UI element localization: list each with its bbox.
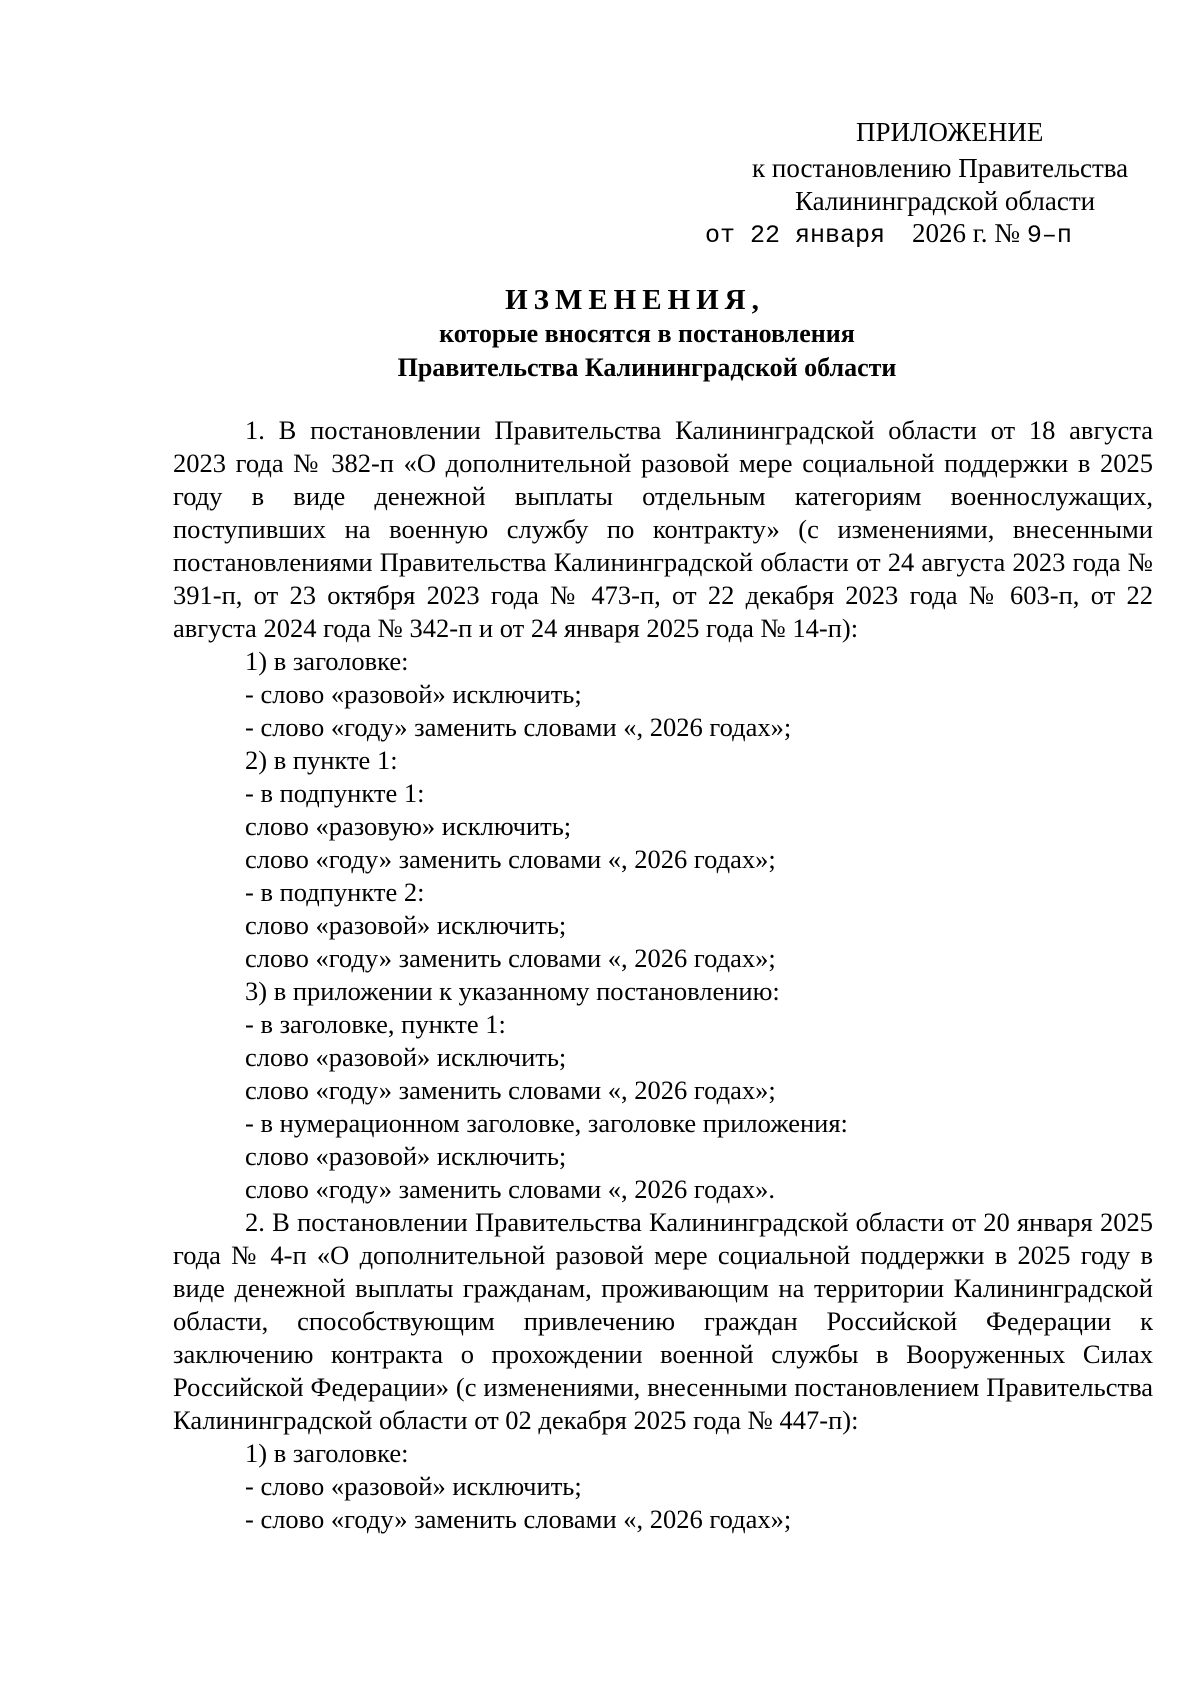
item-1-line: слово «году» заменить словами «, 2026 годах»; bbox=[245, 1075, 776, 1105]
item-1-line: слово «разовой» исключить; bbox=[245, 1141, 567, 1171]
item-2-line: 1) в заголовке: bbox=[245, 1438, 409, 1468]
appendix-date-prefix: от 22 января bbox=[705, 221, 886, 250]
appendix-date-line bbox=[705, 218, 1072, 250]
heading-subtitle-2: Правительства Калининградской области bbox=[397, 353, 897, 382]
item-1-line: 1) в заголовке: bbox=[245, 646, 409, 676]
item-2-line: - слово «разовой» исключить; bbox=[245, 1471, 582, 1501]
heading-title: ИЗМЕНЕНИЯ, bbox=[505, 284, 765, 316]
document-body bbox=[173, 414, 1153, 1536]
item-1-line: 2) в пункте 1: bbox=[245, 745, 398, 775]
item-1-line: слово «году» заменить словами «, 2026 годах»; bbox=[245, 844, 776, 874]
item-1-line: - в нумерационном заголовке, заголовке приложения: bbox=[245, 1108, 848, 1138]
item-1-line: слово «разовой» исключить; bbox=[245, 1042, 567, 1072]
item-1-line: слово «году» заменить словами «, 2026 годах»; bbox=[245, 943, 776, 973]
item-1-line: слово «году» заменить словами «, 2026 годах». bbox=[245, 1174, 775, 1204]
item-1-line: - слово «разовой» исключить; bbox=[245, 679, 582, 709]
item-1-line: - слово «году» заменить словами «, 2026 годах»; bbox=[245, 712, 792, 742]
appendix-region-line: Калининградской области bbox=[795, 186, 1096, 216]
item-1-line: слово «разовой» исключить; bbox=[245, 910, 567, 940]
appendix-title: ПРИЛОЖЕНИЕ bbox=[856, 117, 1044, 147]
appendix-reference-line: к постановлению Правительства bbox=[752, 153, 1129, 183]
item-2-line: - слово «году» заменить словами «, 2026 годах»; bbox=[245, 1504, 792, 1534]
heading-subtitle-1: которые вносятся в постановления bbox=[439, 319, 855, 348]
item-1-line: слово «разовую» исключить; bbox=[245, 811, 572, 841]
item-1-line: 3) в приложении к указанному постановлению: bbox=[245, 976, 780, 1006]
item-2-intro: 2. В постановлении Правительства Калининградской области от 20 января 2025 года № 4-п «О дополнительной разовой мере социальной поддержки в 2025 году в виде денежной выплаты гражданам, проживающим на территории Калининградской области, способствующим привлечению граждан Российской Федерации к заключению контракта о прохождении военной службы в Вооруженных Силах Российской Федерации» (с изменениями, внесенными постановлением Правительства Калининградской области от 02 декабря 2025 года № 447-п): bbox=[173, 1207, 1153, 1435]
item-1-line: - в подпункте 2: bbox=[245, 877, 425, 907]
appendix-date-year: 2026 г. № bbox=[912, 218, 1021, 248]
appendix-doc-number: 9–п bbox=[1026, 221, 1072, 250]
item-1-line: - в подпункте 1: bbox=[245, 778, 425, 808]
item-1-line: - в заголовке, пункте 1: bbox=[245, 1009, 506, 1039]
document-heading bbox=[0, 283, 1200, 385]
item-1-intro: 1. В постановлении Правительства Калининградской области от 18 августа 2023 года № 382-п «О дополнительной разовой мере социальной поддержки в 2025 году в виде денежной выплаты отдельным категориям военнослужащих, поступивших на военную службу по контракту» (с изменениями, внесенными постановлениями Правительства Калининградской области от 24 августа 2023 года № 391-п, от 23 октября 2023 года № 473-п, от 22 декабря 2023 года № 603-п, от 22 августа 2024 года № 342-п и от 24 января 2025 года № 14-п): bbox=[173, 415, 1153, 643]
